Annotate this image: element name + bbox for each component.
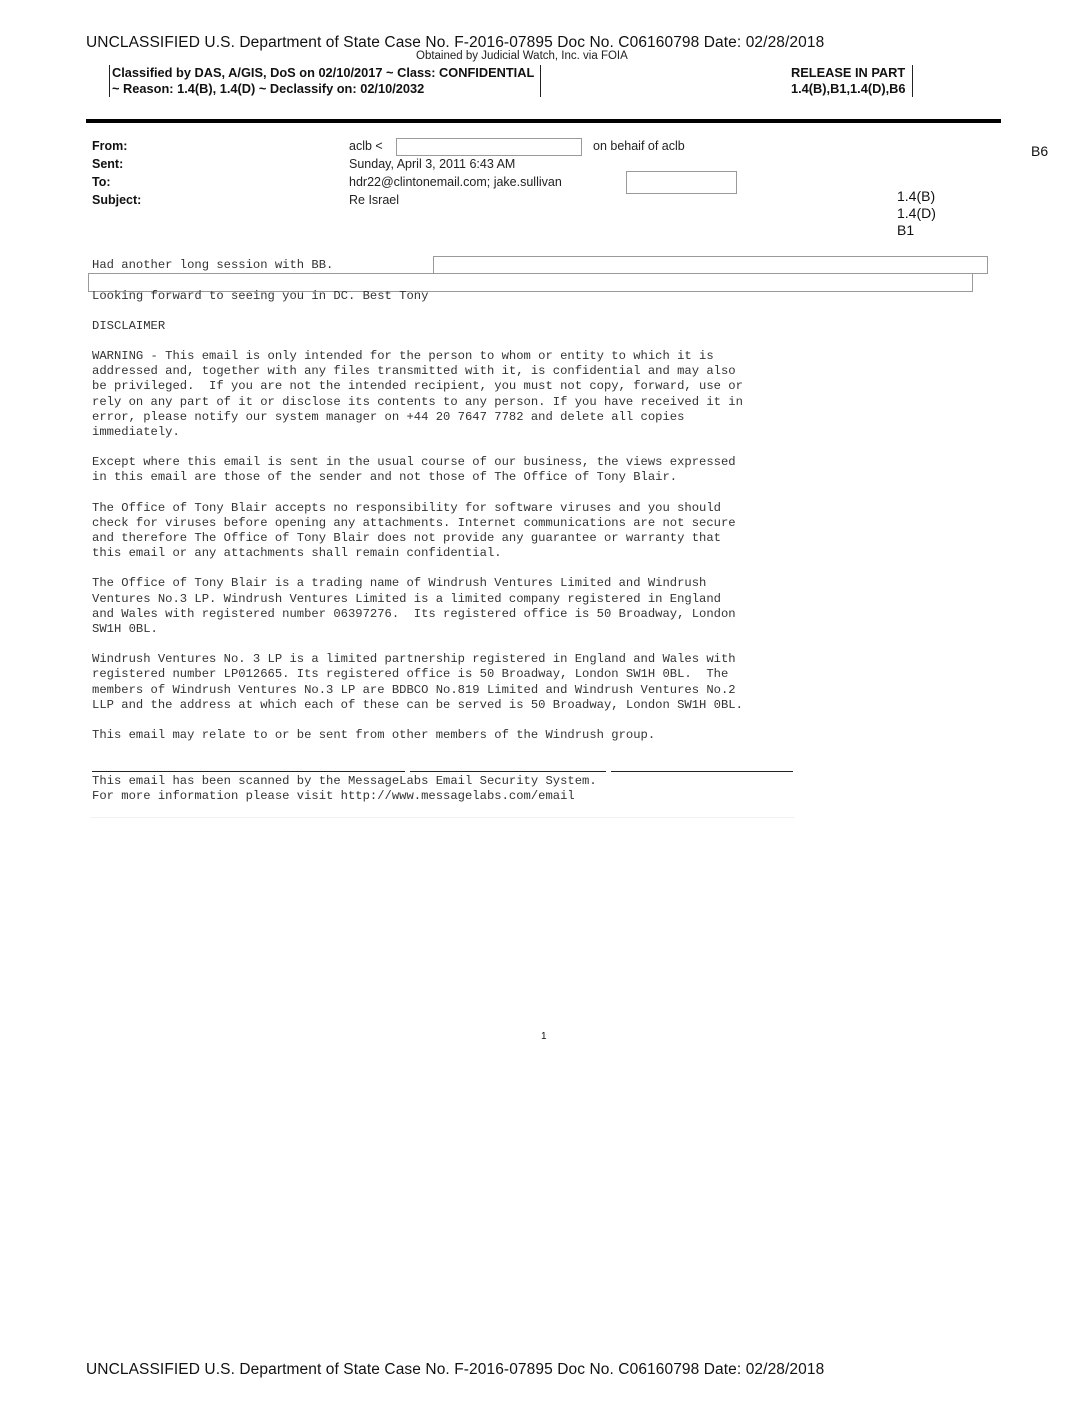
disclaimer-trading-name: The Office of Tony Blair is a trading name of Windrush Ventures Limited and Windrush Ventures No.3 LP. Windrush Ventures Limited is a limited company registered in England and Wales with registered number 06397276. Its registered office is 50 Broadway, London SW1H 0BL.: [92, 576, 736, 637]
disclaimer-heading: DISCLAIMER: [92, 319, 166, 333]
scan-rule-3: [611, 771, 793, 772]
exemption-code-1-4b: 1.4(B): [897, 188, 936, 204]
header-divider: [86, 119, 1001, 123]
body-line-2: Looking forward to seeing you in DC. Best Tony: [92, 289, 429, 303]
classification-line-2: ~ Reason: 1.4(B), 1.4(D) ~ Declassify on: 02/10/2032: [112, 81, 425, 96]
sent-label: Sent:: [92, 157, 124, 171]
redaction-box-to-address: [626, 171, 737, 194]
subject-value: Re Israel: [349, 193, 400, 207]
classification-line-1: Classified by DAS, A/GIS, DoS on 02/10/2017 ~ Class: CONFIDENTIAL: [112, 65, 535, 80]
from-label: From:: [92, 139, 128, 153]
classification-box: [109, 65, 541, 97]
to-value: hdr22@clintonemail.com; jake.sullivan: [349, 175, 562, 189]
exemption-code-b6: B6: [1031, 143, 1049, 159]
scan-rule-2: [410, 771, 606, 772]
exemption-code-1-4d: 1.4(D): [897, 205, 936, 221]
exemption-code-b1: B1: [897, 222, 915, 238]
disclaimer-virus: The Office of Tony Blair accepts no responsibility for software viruses and you should check for viruses before opening any attachments. Internet communications are not secure and therefore The Office of Tony Blair does not provide any guarantee or warranty that this email or any attachments shall remain confidential.: [92, 500, 736, 561]
foia-source-note: Obtained by Judicial Watch, Inc. via FOIA: [416, 50, 628, 62]
to-label: To:: [92, 175, 111, 189]
release-line-2: 1.4(B),B1,1.4(D),B6: [791, 81, 906, 96]
disclaimer-limited-partnership: Windrush Ventures No. 3 LP is a limited partnership registered in England and Wales with registered number LP012665. Its registered office is 50 Broadway, London SW1H 0BL. The members of Windrush Ventures No.3 LP are BDBCO No.819 Limited and Windrush Ventures No.2 LLP and the address at which each of these can be served is 50 Broadway, London SW1H 0BL.: [92, 652, 743, 712]
subject-label: Subject:: [92, 193, 142, 207]
scan-notice-line-2: For more information please visit http://www.messagelabs.com/email: [92, 789, 575, 803]
sent-value: Sunday, April 3, 2011 6:43 AM: [349, 157, 516, 171]
faint-rule: [90, 817, 795, 818]
disclaimer-warning: WARNING - This email is only intended for the person to whom or entity to which it is addressed and, together with any files transmitted with it, is confidential and may also be privileged. If you are not the intended recipient, you must not copy, forward, use or rely on any part of it or disclose its contents to any person. If you have received it in error, please notify our system manager on +44 20 7647 7782 and delete all copies immediately.: [92, 349, 743, 440]
from-on-behalf: on behaif of aclb: [593, 139, 685, 153]
top-classification-banner: UNCLASSIFIED U.S. Department of State Case No. F-2016-07895 Doc No. C06160798 Date: 02/28/2018: [86, 34, 825, 51]
page-number: 1: [541, 1031, 547, 1042]
redaction-box-from-address: [396, 138, 582, 156]
scan-notice-line-1: This email has been scanned by the MessageLabs Email Security System.: [92, 774, 597, 788]
exemption-codes-block: [897, 188, 936, 239]
from-value: [349, 139, 383, 153]
release-box: [789, 65, 913, 97]
redaction-box-body-1: [433, 256, 988, 274]
body-line-1: Had another long session with BB.: [92, 258, 334, 272]
from-name: aclb <: [349, 139, 383, 153]
disclaimer-windrush-group: This email may relate to or be sent from other members of the Windrush group.: [92, 728, 656, 743]
disclaimer-views: Except where this email is sent in the usual course of our business, the views expressed in this email are those of the sender and not those of The Office of Tony Blair.: [92, 455, 736, 485]
disclaimer-body: [92, 349, 743, 758]
scan-rule-1: [92, 771, 405, 772]
bottom-classification-banner: UNCLASSIFIED U.S. Department of State Case No. F-2016-07895 Doc No. C06160798 Date: 02/28/2018: [86, 1361, 825, 1378]
release-line-1: RELEASE IN PART: [791, 65, 906, 80]
